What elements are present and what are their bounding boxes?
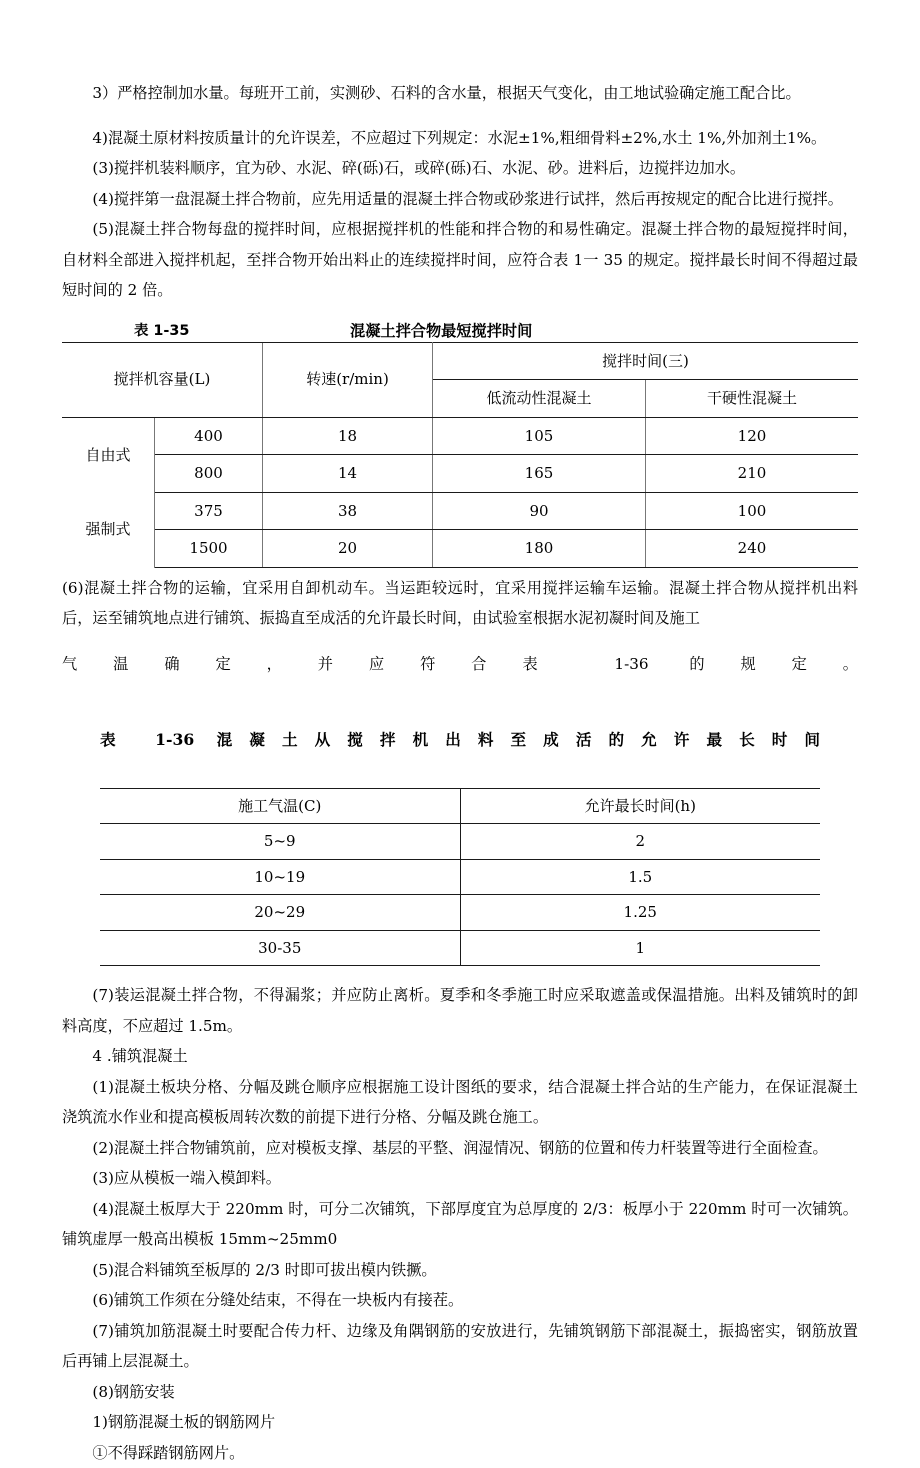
- cell-max-time: 1: [460, 930, 820, 966]
- paragraph-4-first-batch: (4)搅拌第一盘混凝土拌合物前，应先用适量的混凝土拌合物或砂浆进行试拌，然后再按规定的配合比进行搅拌。: [92, 189, 843, 208]
- paragraph-1-rebar-mesh: 1)钢筋混凝土板的钢筋网片: [92, 1413, 276, 1432]
- cell-temperature: 20~29: [100, 895, 460, 931]
- cell-dry-hard: 240: [646, 530, 859, 568]
- paragraph-3-mix-order: (3)搅拌机装料顺序，宜为砂、水泥、碎(砾)石，或碎(砾)石、水泥、砂。进料后，边搅拌边加水。: [92, 159, 746, 177]
- header-capacity: 搅拌机容量(L): [62, 342, 263, 417]
- table-row: [100, 895, 820, 931]
- cell-speed: 38: [263, 492, 433, 530]
- cell-max-time: 1.5: [460, 859, 820, 895]
- header-mix-time: 搅拌时间(三): [433, 342, 859, 380]
- paragraph-6-joint: (6)铺筑工作须在分缝处结束，不得在一块板内有接茬。: [92, 1291, 464, 1310]
- paragraph-1-slab-division: (1)混凝土板块分格、分幅及跳仓顺序应根据施工设计图纸的要求，结合混凝土拌合站的生产能力，在保证混凝土浇筑流水作业和提高模板周转次数的前提下进行分格、分幅及跳仓施工。: [62, 1077, 858, 1127]
- paragraph-7-loading: (7)装运混凝土拌合物，不得漏浆；并应防止离析。夏季和冬季施工时应采取遮盖或保温措施。出料及铺筑时的卸料高度，不应超过 1.5m。: [62, 986, 858, 1035]
- table-row: [100, 859, 820, 895]
- cell-capacity: 1500: [155, 530, 263, 568]
- cell-dry-hard: 210: [646, 455, 859, 493]
- table-1-35-title: 混凝土拌合物最短搅拌时间: [350, 321, 533, 340]
- table-row: [100, 824, 820, 860]
- header-temperature: 施工气温(C): [100, 788, 460, 824]
- paragraph-6-line-1: (6)混凝土拌合物的运输，宜采用自卸机动车。当运距较远时，宜采用搅拌运输车运输。混凝土拌合物从搅: [62, 578, 796, 597]
- paragraph-4-thickness: (4)混凝土板厚大于 220mm 时，可分二次铺筑，下部厚度宜为总厚度的 2/3：板厚小于 220mm 时可一次铺筑。铺筑虚厚一般高出模板 15mm~25mm0: [62, 1199, 858, 1249]
- cell-low-flow: 90: [433, 492, 646, 530]
- cell-speed: 20: [263, 530, 433, 568]
- header-dry-hard: 干硬性混凝土: [646, 380, 859, 418]
- paragraph-4: 4)混凝土原材料按质量计的允许误差，不应超过下列规定：水泥±1%,粗细骨料±2%,水土 1%,外加剂土1%。: [92, 128, 827, 147]
- paragraph-6-line-3: 气温确定，并应符合表 1-36 的规定。: [62, 654, 858, 673]
- cell-capacity: 400: [155, 417, 263, 455]
- cell-capacity: 375: [155, 492, 263, 530]
- cell-temperature: 10~19: [100, 859, 460, 895]
- table-row: [62, 455, 858, 493]
- cell-dry-hard: 120: [646, 417, 859, 455]
- header-speed: 转速(r/min): [263, 342, 433, 417]
- table-1-35-caption: [62, 316, 858, 342]
- cell-low-flow: 180: [433, 530, 646, 568]
- paragraph-spacer: [62, 109, 858, 123]
- table-row: [62, 530, 858, 568]
- table-1-36: [100, 788, 820, 967]
- document-body: [62, 78, 858, 1468]
- cell-mixer-type-forced: 强制式: [62, 492, 155, 567]
- cell-speed: 18: [263, 417, 433, 455]
- cell-capacity: 800: [155, 455, 263, 493]
- table-row-header-1: [62, 342, 858, 380]
- paragraph-6-transport: [62, 573, 858, 634]
- table-row-header: [100, 788, 820, 824]
- cell-low-flow: 165: [433, 455, 646, 493]
- paragraph-item-no-stepping: ①不得踩踏钢筋网片。: [92, 1443, 245, 1462]
- paragraph-5-spade: (5)混合料铺筑至板厚的 2/3 时即可拔出模内铁撅。: [92, 1260, 437, 1279]
- table-row: [100, 930, 820, 966]
- header-max-time: 允许最长时间(h): [460, 788, 820, 824]
- heading-4-paving: 4 .铺筑混凝土: [92, 1047, 188, 1066]
- paragraph-5-mix-time: (5)混凝土拌合物每盘的搅拌时间，应根据搅拌机的性能和拌合物的和易性确定。混凝土拌合物的最短搅拌时间，自材料全部进入搅拌机起，至拌合物开始出料止的连续搅拌时间，应符合表 1一 35 的规定。搅拌最长时间不得超过最短时间的 2 倍。: [62, 220, 858, 299]
- table-1-35-number: 表 1-35: [134, 322, 190, 339]
- cell-mixer-type-free: 自由式: [62, 417, 155, 492]
- paragraph-7-reinforced: (7)铺筑加筋混凝土时要配合传力杆、边缘及角隅钢筋的安放进行，先铺筑钢筋下部混凝土，振捣密实，钢筋放置后再铺上层混凝土。: [62, 1321, 858, 1371]
- paragraph-3-unloading: (3)应从模板一端入模卸料。: [92, 1169, 281, 1188]
- table-1-36-title: 表 1-36 混凝土从搅拌机出料至成活的允许最长时间: [100, 729, 820, 749]
- cell-max-time: 2: [460, 824, 820, 860]
- header-low-flow: 低流动性混凝土: [433, 380, 646, 418]
- table-row: [62, 492, 858, 530]
- cell-temperature: 30-35: [100, 930, 460, 966]
- cell-low-flow: 105: [433, 417, 646, 455]
- cell-max-time: 1.25: [460, 895, 820, 931]
- cell-dry-hard: 100: [646, 492, 859, 530]
- table-1-35: [62, 342, 858, 568]
- paragraph-6-line-2: 拌机出料后，运至铺筑地点进行铺筑、振捣直至成活的允许最长时间，由试验室根据水泥初凝时间及施工: [62, 578, 859, 627]
- cell-temperature: 5~9: [100, 824, 460, 860]
- paragraph-8-rebar-install: (8)钢筋安装: [92, 1382, 175, 1401]
- table-row: [62, 417, 858, 455]
- table-spacer: [62, 966, 858, 980]
- cell-speed: 14: [263, 455, 433, 493]
- paragraph-3: 3）严格控制加水量。每班开工前，实测砂、石料的含水量，根据天气变化，由工地试验确定施工配合比。: [92, 84, 801, 102]
- paragraph-2-preinspection: (2)混凝土拌合物铺筑前，应对模板支撑、基层的平整、润湿情况、钢筋的位置和传力杆装置等进行全面检查。: [92, 1138, 828, 1157]
